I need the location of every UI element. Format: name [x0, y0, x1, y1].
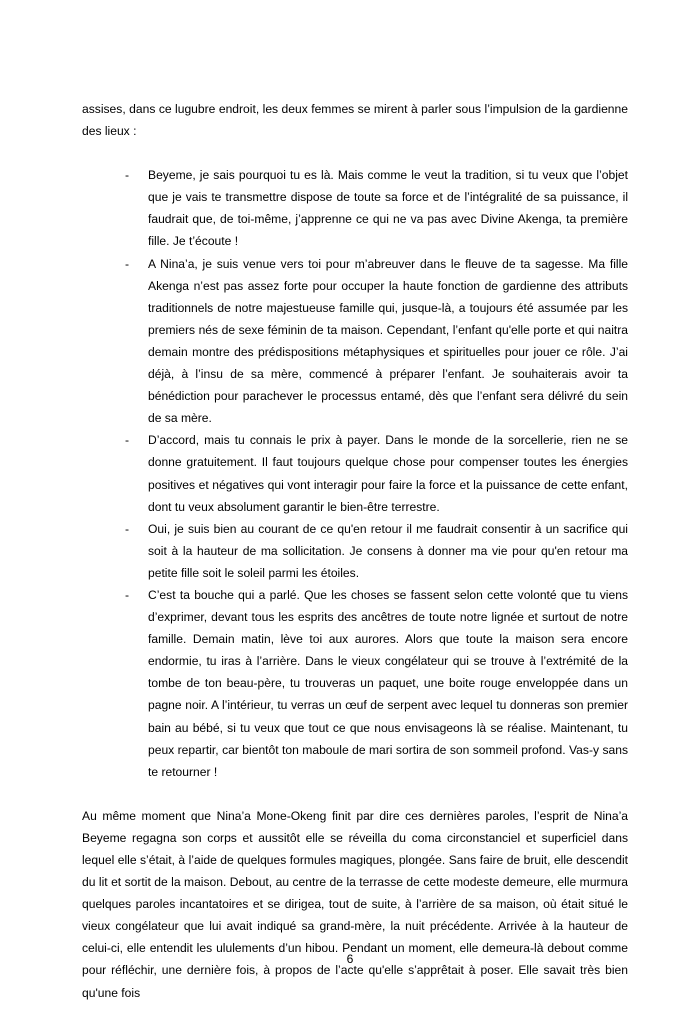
dash-marker: -: [125, 521, 130, 536]
list-item-text: D’accord, mais tu connais le prix à payer. Dans le monde de la sorcellerie, rien ne se donne gratuitement. Il faut toujours quelque chose pour compenser toutes les énergies positives et négatives qui vont interagir pour faire la force et la puissance de cette enfant, dont tu veux absolument garantir le bien-être terrestre.: [148, 433, 628, 514]
dash-marker: -: [125, 433, 130, 448]
dash-marker: -: [125, 168, 130, 183]
list-item-text: A Nina’a, je suis venue vers toi pour m’abreuver dans le fleuve de ta sagesse. Ma fille Akenga n’est pas assez forte pour occuper la haute fonction de gardienne des attributs traditionnels de notre majestueuse famille qui, jusque-là, a toujours été assumée par les premiers nés de sexe féminin de ta maison. Cependant, l’enfant qu'elle porte et qui naitra demain montre des prédispositions métaphysiques et spirituelles pour jouer ce rôle. J’ai déjà, à l’insu de sa mère, commencé à préparer l’enfant. Je souhaiterais avoir ta bénédiction pour parachever le processus entamé, dès que l’enfant sera délivré du sein de sa mère.: [148, 256, 628, 426]
dash-marker: -: [125, 587, 130, 602]
list-item: [82, 253, 628, 430]
opening-paragraph: assises, dans ce lugubre endroit, les deux femmes se mirent à parler sous l’impulsion de la gardienne des lieux :: [82, 102, 628, 139]
list-item: [82, 429, 628, 517]
list-item-text: Oui, je suis bien au courant de ce qu'en retour il me faudrait consentir à un sacrifice qui soit à la hauteur de ma sollicitation. Je consens à donner ma vie pour qu'en retour ma petite fille soit le soleil parmi les étoiles.: [148, 521, 628, 580]
dash-marker: -: [125, 256, 130, 271]
dialogue-list: [82, 164, 628, 783]
list-item: [82, 584, 628, 783]
list-item-text: C’est ta bouche qui a parlé. Que les choses se fassent selon cette volonté que tu viens d’exprimer, devant tous les esprits des ancêtres de toute notre lignée et surtout de notre famille. Demain matin, lève toi aux aurores. Alors que toute la maison sera encore endormie, tu iras à l’arrière. Dans le vieux congélateur qui se trouve à l’extrémité de la tombe de ton beau-père, tu trouveras un paquet, une boite rouge enveloppée dans un pagne noir. A l’intérieur, tu verras un œuf de serpent avec lequel tu donneras son premier bain au bébé, si tu veux que tout ce que nous envisageons là se réalise. Maintenant, tu peux repartir, car bientôt ton maboule de mari sortira de son sommeil profond. Vas-y sans te retourner !: [148, 587, 628, 779]
closing-paragraph: Au même moment que Nina’a Mone-Okeng finit par dire ces dernières paroles, l’esprit de Nina’a Beyeme regagna son corps et aussitôt elle se réveilla du coma circonstanciel et superficiel dans lequel elle s’était, à l’aide de quelques formules magiques, plongée. Sans faire de bruit, elle descendit du lit et sortit de la maison. Debout, au centre de la terrasse de cette modeste demeure, elle murmura quelques paroles incantatoires et se dirigea, tout de suite, à l’arrière de sa maison, où était situé le vieux congélateur que lui avait indiqué sa grand-mère, la nuit précédente. Arrivée à la hauteur de celui-ci, elle entendit les ululements d’un hibou. Pendant un moment, elle demeura-là debout comme pour réfléchir, une dernière fois, à propos de l’acte qu'elle s’apprêtait à poser. Elle savait très bien qu'une fois: [82, 808, 628, 1000]
page-number: 6: [346, 952, 354, 966]
list-item: [82, 518, 628, 584]
list-item: [82, 164, 628, 252]
page-content: [82, 98, 628, 1004]
list-item-text: Beyeme, je sais pourquoi tu es là. Mais comme le veut la tradition, si tu veux que l’objet que je vais te transmettre dispose de toute sa force et de l’intégralité de sa puissance, il faudrait que, de toi-même, j’apprenne ce qui ne va pas avec Divine Akenga, ta première fille. Je t’écoute !: [148, 168, 628, 249]
